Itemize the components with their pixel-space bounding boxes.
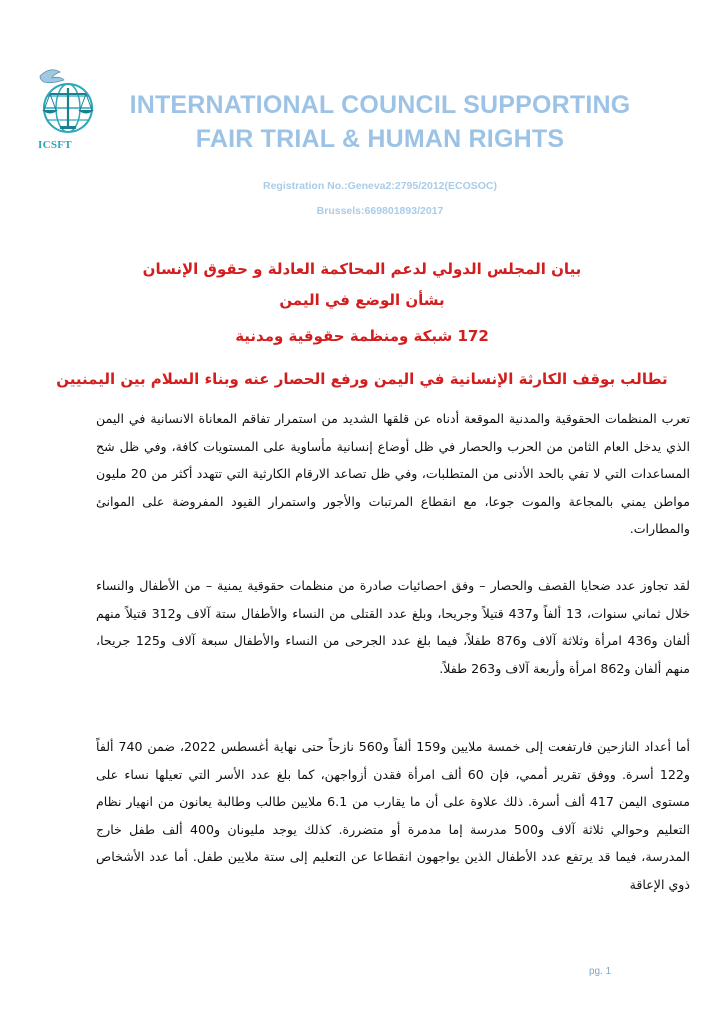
dove-scales-globe-icon xyxy=(30,62,100,142)
paragraph-intro: تعرب المنظمات الحقوقية والمدنية الموقعة أدناه عن قلقها الشديد من استمرار تفاقم المعاناة الانسانية في اليمن الذي يدخل العام الثامن من الحرب والحصار في ظل أوضاع إنسانية مأساوية على المستويات كافة، وفي ظل شح المساعدات التي لا تفي بالحد الأدنى من المتطلبات، وفي ظل تصاعد الارقام الكارثية التي تتهدد أكثر من 20 مليون مواطن يمني بالمجاعة والموت جوعا، مع انقطاع المرتبات والأجور واستمرار القيود المفروضة على الموانئ والمطارات. xyxy=(96,411,690,536)
statement-subject: بشأن الوضع في اليمن xyxy=(279,291,445,309)
org-name-line2: FAIR TRIAL & HUMAN RIGHTS xyxy=(195,125,565,153)
statement-title: بيان المجلس الدولي لدعم المحاكمة العادلة و حقوق الإنسان xyxy=(142,260,582,278)
registration-number: Registration No.:Geneva2:2795/2012(ECOSOC) xyxy=(263,180,497,192)
page-number: pg. 1 xyxy=(589,966,612,977)
paragraph-displaced: أما أعداد النازحين فارتفعت إلى خمسة ملايين و159 ألفاً و560 نازحاً حتى نهاية أغسطس 2022، ضمن 740 ألفاً و122 أسرة. ووفق تقرير أممي، فإن 60 ألف امرأة فقدن أزواجهن، كما بلغ عدد الأسر التي تعيلها نساء على مستوى اليمن 417 ألف أسرة. ذلك علاوة على أن ما يقارب من 6.1 ملايين طالب وطالبة يعانون من انهيار نظام التعليم وحوالي ثلاثة آلاف و500 مدرسة إما مدمرة أو متضررة. كذلك يوجد مليونان و400 ألف طفل خارج المدرسة، فيما قد يرتفع عدد الأطفال الذين يواجهون انقطاعا عن التعليم إلى ستة ملايين طفل. أما عدد الأشخاص ذوي الإعاقة xyxy=(96,739,691,892)
logo-caption: ICSFT xyxy=(38,139,72,151)
paragraph-casualties: لقد تجاوز عدد ضحايا القصف والحصار – وفق احصائيات صادرة من منظمات حقوقية يمنية – من الأطفال والنساء خلال ثماني سنوات، 13 ألفاً و437 قتيلاً وجريحا، وبلغ عدد القتلى من النساء والأطفال ستة آلاف و312 قتيلاً منهم ألفان و436 امرأة وثلاثة آلاف و876 طفلاً، فيما بلغ عدد الجرحى من النساء والأطفال سبعة آلاف و125 جريحا، منهم ألفان و862 امرأة وأربعة آلاف و263 طفلاً. xyxy=(96,578,691,676)
signatories-count: 172 شبكة ومنظمة حقوقية ومدنية xyxy=(235,327,489,345)
statement-demand: تطالب بوقف الكارثة الإنسانية في اليمن ورفع الحصار عنه وبناء السلام بين اليمنيين xyxy=(56,370,668,388)
organization-name xyxy=(100,88,660,156)
org-name-line1: INTERNATIONAL COUNCIL SUPPORTING xyxy=(129,91,631,119)
brussels-number: Brussels:669801893/2017 xyxy=(316,205,444,217)
